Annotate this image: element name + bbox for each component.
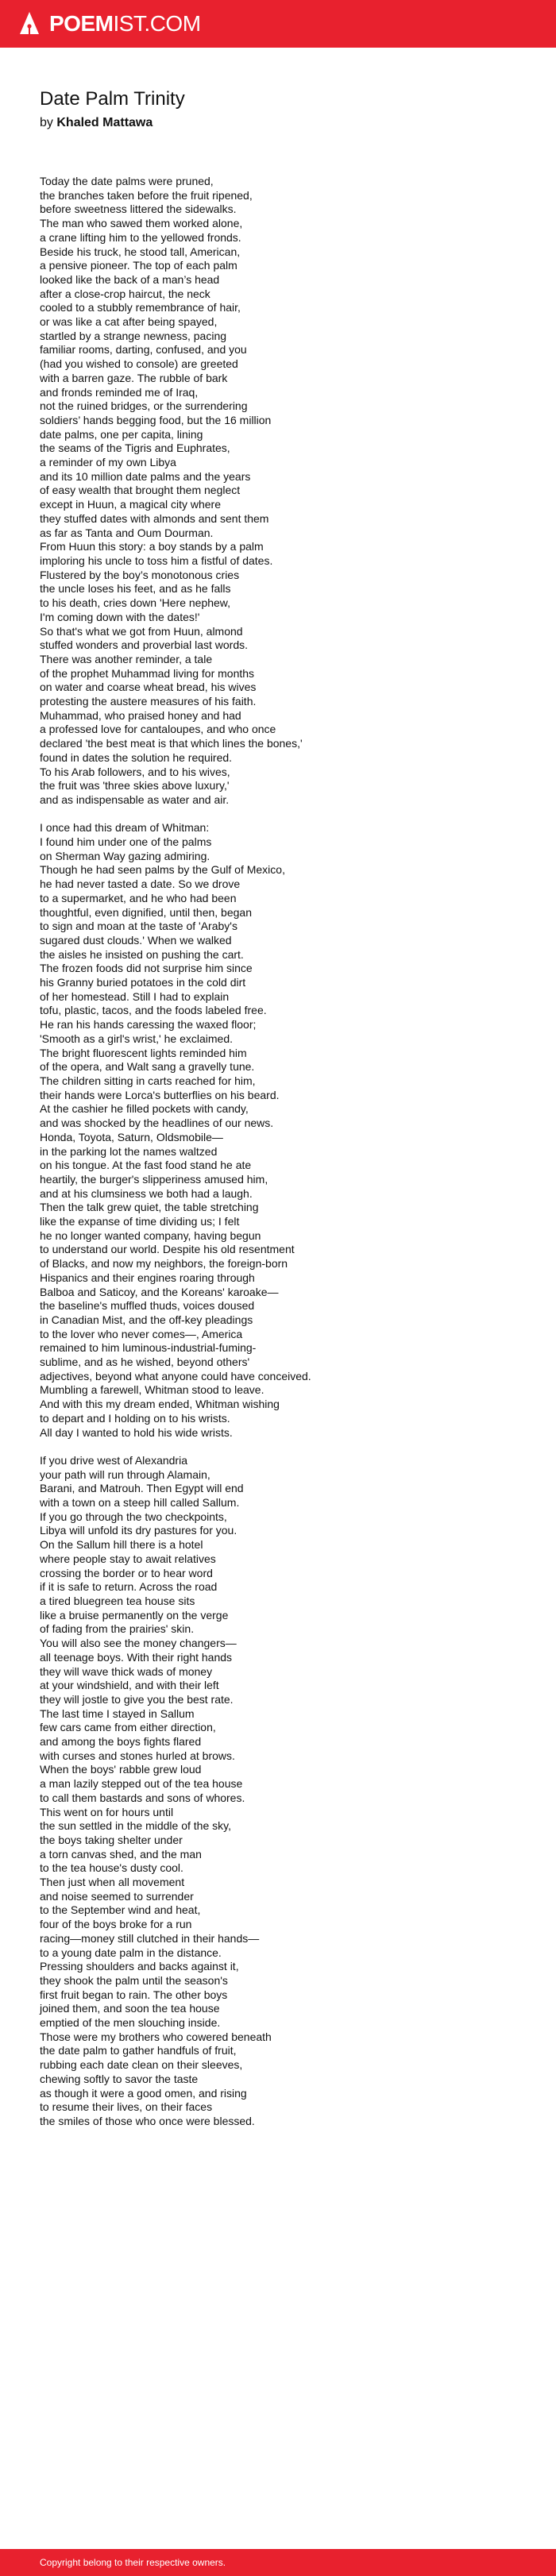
site-footer — [0, 2549, 556, 2576]
poem-line: imploring his uncle to toss him a fistful of dates. — [40, 553, 273, 567]
poem-line: Those were my brothers who cowered beneath — [40, 2030, 272, 2043]
poem-line: to the lover who never comes—, America — [40, 1327, 243, 1340]
poem-line: remained to him luminous-industrial-fuming- — [40, 1341, 257, 1355]
pen-nib-icon — [19, 11, 40, 37]
poem-line: Then the talk grew quiet, the table stretching — [40, 1201, 259, 1214]
logo-thin-text: IST.COM — [113, 11, 201, 36]
poem-line: thoughtful, even dignified, until then, began — [40, 905, 252, 919]
poem-line: as far as Tanta and Oum Dourman. — [40, 526, 214, 539]
poem-line: the sun settled in the middle of the sky, — [40, 1819, 231, 1833]
poem-line: of Blacks, and now my neighbors, the foreign-born — [40, 1257, 288, 1271]
poem-line: of easy wealth that brought them neglect — [40, 484, 241, 497]
poem-line: the branches taken before the fruit ripened, — [40, 188, 253, 202]
poem-line: they will wave thick wads of money — [40, 1664, 213, 1678]
poem-line: of fading from the prairies' skin. — [40, 1622, 195, 1636]
poem-line: the seams of the Tigris and Euphrates, — [40, 442, 230, 455]
poem-line: except in Huun, a magical city where — [40, 498, 221, 511]
poem-line: startled by a strange newness, pacing — [40, 329, 227, 342]
poem-line: The children sitting in carts reached for him, — [40, 1074, 256, 1087]
poem-line: Libya will unfold its dry pastures for you. — [40, 1524, 237, 1537]
poem-line: joined them, and soon the tea house — [40, 2002, 220, 2015]
poem-line: four of the boys broke for a run — [40, 1918, 192, 1931]
poem-line: stuffed wonders and proverbial last words. — [40, 638, 248, 652]
poem-line: to the September wind and heat, — [40, 1903, 201, 1917]
poem-line: I found him under one of the palms — [40, 835, 212, 849]
poem-line: to sign and moan at the taste of 'Araby's — [40, 920, 237, 933]
poem-line: a crane lifting him to the yellowed fronds. — [40, 230, 241, 244]
poem-line: If you go through the two checkpoints, — [40, 1510, 227, 1523]
poem-line: with a town on a steep hill called Sallum. — [40, 1496, 240, 1510]
poem-line: at your windshield, and with their left — [40, 1679, 219, 1692]
poem-line: they will jostle to give you the best rate. — [40, 1692, 234, 1706]
poem-line: So that's what we got from Huun, almond — [40, 624, 243, 638]
poem-line: a torn canvas shed, and the man — [40, 1847, 202, 1861]
poem-line: of the opera, and Walt sang a gravelly tune. — [40, 1060, 255, 1074]
poem-line: racing—money still clutched in their hands— — [40, 1931, 260, 1945]
poem-line: and at his clumsiness we both had a laugh. — [40, 1186, 253, 1200]
poem-line: All day I wanted to hold his wide wrists. — [40, 1425, 233, 1439]
copyright-notice: Copyright belong to their respective owners. — [40, 2557, 226, 2568]
poem-line: the boys taking shelter under — [40, 1833, 183, 1846]
poem-line: found in dates the solution he required. — [40, 750, 233, 764]
poem-line: a man lazily stepped out of the tea house — [40, 1777, 243, 1791]
poem-line: like the expanse of time dividing us; I felt — [40, 1215, 240, 1228]
poem-line: Then just when all movement — [40, 1876, 185, 1889]
poem-line: I'm coming down with the dates!' — [40, 610, 200, 623]
poem-line: with a barren gaze. The rubble of bark — [40, 371, 228, 384]
poem-line: all teenage boys. With their right hands — [40, 1650, 233, 1664]
poem-line: And with this my dream ended, Whitman wishing — [40, 1398, 280, 1411]
poem-line: your path will run through Alamain, — [40, 1467, 210, 1481]
poem-line: date palms, one per capita, lining — [40, 427, 203, 441]
site-logo-text — [49, 13, 201, 35]
poem-line: a tired bluegreen tea house sits — [40, 1594, 195, 1607]
poem-line: of the prophet Muhammad living for months — [40, 666, 255, 680]
site-header — [0, 0, 556, 48]
poem-line: on his tongue. At the fast food stand he ate — [40, 1159, 252, 1172]
poem-line: 'Smooth as a girl's wrist,' he exclaimed. — [40, 1032, 233, 1045]
poem-line: Pressing shoulders and backs against it, — [40, 1960, 239, 1973]
poem-line: and its 10 million date palms and the years — [40, 469, 251, 483]
poem-line: chewing softly to savor the taste — [40, 2072, 199, 2085]
poem-line: emptied of the men slouching inside. — [40, 2016, 221, 2030]
poem-line: to a young date palm in the distance. — [40, 1945, 222, 1959]
poem-line: and noise seemed to surrender — [40, 1889, 194, 1903]
poem-line: a reminder of my own Libya — [40, 456, 176, 469]
poem-line: not the ruined bridges, or the surrendering — [40, 399, 248, 413]
poem-line: declared 'the best meat is that which lines the bones,' — [40, 737, 303, 750]
poem-line: to his death, cries down 'Here nephew, — [40, 596, 231, 610]
poem-line: Though he had seen palms by the Gulf of Mexico, — [40, 863, 285, 877]
poem-line: (had you wished to console) are greeted — [40, 357, 238, 371]
poem-line: I once had this dream of Whitman: — [40, 821, 210, 835]
poem-line: Mumbling a farewell, Whitman stood to leave. — [40, 1383, 264, 1397]
poem-line: Barani, and Matrouh. Then Egypt will end — [40, 1482, 244, 1495]
poem-line: he no longer wanted company, having begun — [40, 1228, 261, 1242]
poem-line: and was shocked by the headlines of our news. — [40, 1116, 274, 1130]
poem-line: few cars came from either direction, — [40, 1721, 216, 1734]
poem-byline — [40, 114, 516, 132]
poem-line: like a bruise permanently on the verge — [40, 1608, 229, 1622]
poem-line: The frozen foods did not surprise him since — [40, 962, 253, 975]
poem-line: adjectives, beyond what anyone could have conceived. — [40, 1369, 311, 1382]
site-logo-link[interactable] — [19, 11, 201, 37]
poem-line: of her homestead. Still I had to explain — [40, 989, 230, 1003]
poem-line: He ran his hands caressing the waxed floor; — [40, 1018, 257, 1032]
poem-line: Flustered by the boy’s monotonous cries — [40, 568, 240, 581]
poem-line: they stuffed dates with almonds and sent them — [40, 511, 269, 525]
poem-line: crossing the border or to hear word — [40, 1566, 213, 1579]
poem-line: a pensive pioneer. The top of each palm — [40, 259, 237, 272]
poem-line: the uncle loses his feet, and as he falls — [40, 582, 231, 596]
poem-line: their hands were Lorca's butterflies on his beard. — [40, 1088, 280, 1101]
poem-title: Date Palm Trinity — [40, 88, 185, 110]
poem-line: looked like the back of a man’s head — [40, 272, 220, 286]
by-label: by — [40, 116, 53, 129]
poem-line: the fruit was 'three skies above luxury,' — [40, 779, 230, 792]
poem-line: he had never tasted a date. So we drove — [40, 877, 241, 891]
poem-line: and as indispensable as water and air. — [40, 792, 230, 806]
poem-line: Muhammad, who praised honey and had — [40, 708, 241, 722]
poem-line: where people stay to await relatives — [40, 1552, 216, 1565]
poem-line: the smiles of those who once were blessed. — [40, 2115, 255, 2127]
poem-stanza — [40, 175, 516, 808]
poem-line: on Sherman Way gazing admiring. — [40, 849, 210, 862]
poem-line: heartily, the burger's slipperiness amused him, — [40, 1172, 268, 1186]
poem-line: Hispanics and their engines roaring through — [40, 1271, 255, 1284]
poem-line: The last time I stayed in Sallum — [40, 1706, 195, 1720]
poem-line: in the parking lot the names waltzed — [40, 1144, 218, 1158]
poem-line: after a close-crop haircut, the neck — [40, 287, 210, 300]
poem-line: Balboa and Saticoy, and the Koreans' karoake— — [40, 1285, 279, 1298]
poem-line: to call them bastards and sons of whores. — [40, 1791, 245, 1804]
poem-line: they shook the palm until the season's — [40, 1973, 228, 1987]
poem-line: The bright fluorescent lights reminded him — [40, 1046, 247, 1059]
poem-body — [40, 175, 516, 2142]
poem-line: to depart and I holding on to his wrists. — [40, 1411, 230, 1425]
poem-line: the aisles he insisted on pushing the cart. — [40, 947, 244, 961]
poem-line: and among the boys fights flared — [40, 1735, 202, 1749]
poem-stanza — [40, 1454, 516, 2129]
poem-line: At the cashier he filled pockets with candy, — [40, 1102, 249, 1116]
poem-line: on water and coarse wheat bread, his wives — [40, 681, 257, 694]
poem-line: On the Sallum hill there is a hotel — [40, 1538, 203, 1552]
poem-line: or was like a cat after being spayed, — [40, 315, 218, 329]
poem-line: first fruit began to rain. The other boys — [40, 1988, 228, 2001]
poem-line: sublime, and as he wished, beyond others' — [40, 1355, 250, 1369]
poem-line: From Huun this story: a boy stands by a palm — [40, 540, 264, 553]
poem-line: his Granny buried potatoes in the cold dirt — [40, 976, 246, 989]
poem-line: To his Arab followers, and to his wives, — [40, 765, 230, 778]
poem-line: and fronds reminded me of Iraq, — [40, 385, 199, 399]
poem-line: protesting the austere measures of his faith. — [40, 695, 257, 708]
poem-line: There was another reminder, a tale — [40, 652, 213, 665]
poem-line: Honda, Toyota, Saturn, Oldsmobile— — [40, 1130, 223, 1143]
poem-line: to resume their lives, on their faces — [40, 2100, 213, 2114]
poem-line: rubbing each date clean on their sleeves, — [40, 2058, 243, 2072]
poem-line: soldiers’ hands begging food, but the 16 million — [40, 413, 272, 426]
poem-line: the baseline's muffled thuds, voices doused — [40, 1299, 255, 1313]
poem-line: The man who sawed them worked alone, — [40, 217, 243, 230]
poem-line: with curses and stones hurled at brows. — [40, 1749, 235, 1762]
poem-stanza — [40, 821, 516, 1440]
poem-line: to understand our world. Despite his old resentment — [40, 1243, 295, 1256]
poem-line: before sweetness littered the sidewalks. — [40, 202, 237, 216]
poem-line: Beside his truck, he stood tall, American, — [40, 245, 241, 258]
poem-line: as though it were a good omen, and rising — [40, 2086, 247, 2100]
poem-line: to the tea house's dusty cool. — [40, 1861, 183, 1875]
poem-line: a professed love for cantaloupes, and who once — [40, 723, 276, 736]
poem-line: Today the date palms were pruned, — [40, 175, 214, 187]
poem-line: You will also see the money changers— — [40, 1637, 237, 1650]
poem-line: When the boys' rabble grew loud — [40, 1763, 202, 1776]
poem-line: cooled to a stubbly remembrance of hair, — [40, 301, 241, 314]
poem-line: familiar rooms, darting, confused, and you — [40, 343, 247, 357]
poem-line: in Canadian Mist, and the off-key pleadings — [40, 1313, 253, 1326]
poem-line: If you drive west of Alexandria — [40, 1453, 187, 1467]
poem-line: tofu, plastic, tacos, and the foods labeled free. — [40, 1004, 267, 1017]
poem-line: if it is safe to return. Across the road — [40, 1580, 218, 1594]
poem-line: This went on for hours until — [40, 1805, 174, 1818]
logo-bold-text: POEM — [49, 11, 114, 36]
poem-author[interactable]: Khaled Mattawa — [56, 116, 153, 129]
poem-line: sugared dust clouds.' When we walked — [40, 933, 232, 947]
poem-line: the date palm to gather handfuls of fruit, — [40, 2044, 237, 2057]
poem-header — [40, 87, 516, 132]
poem-line: to a supermarket, and he who had been — [40, 891, 237, 904]
